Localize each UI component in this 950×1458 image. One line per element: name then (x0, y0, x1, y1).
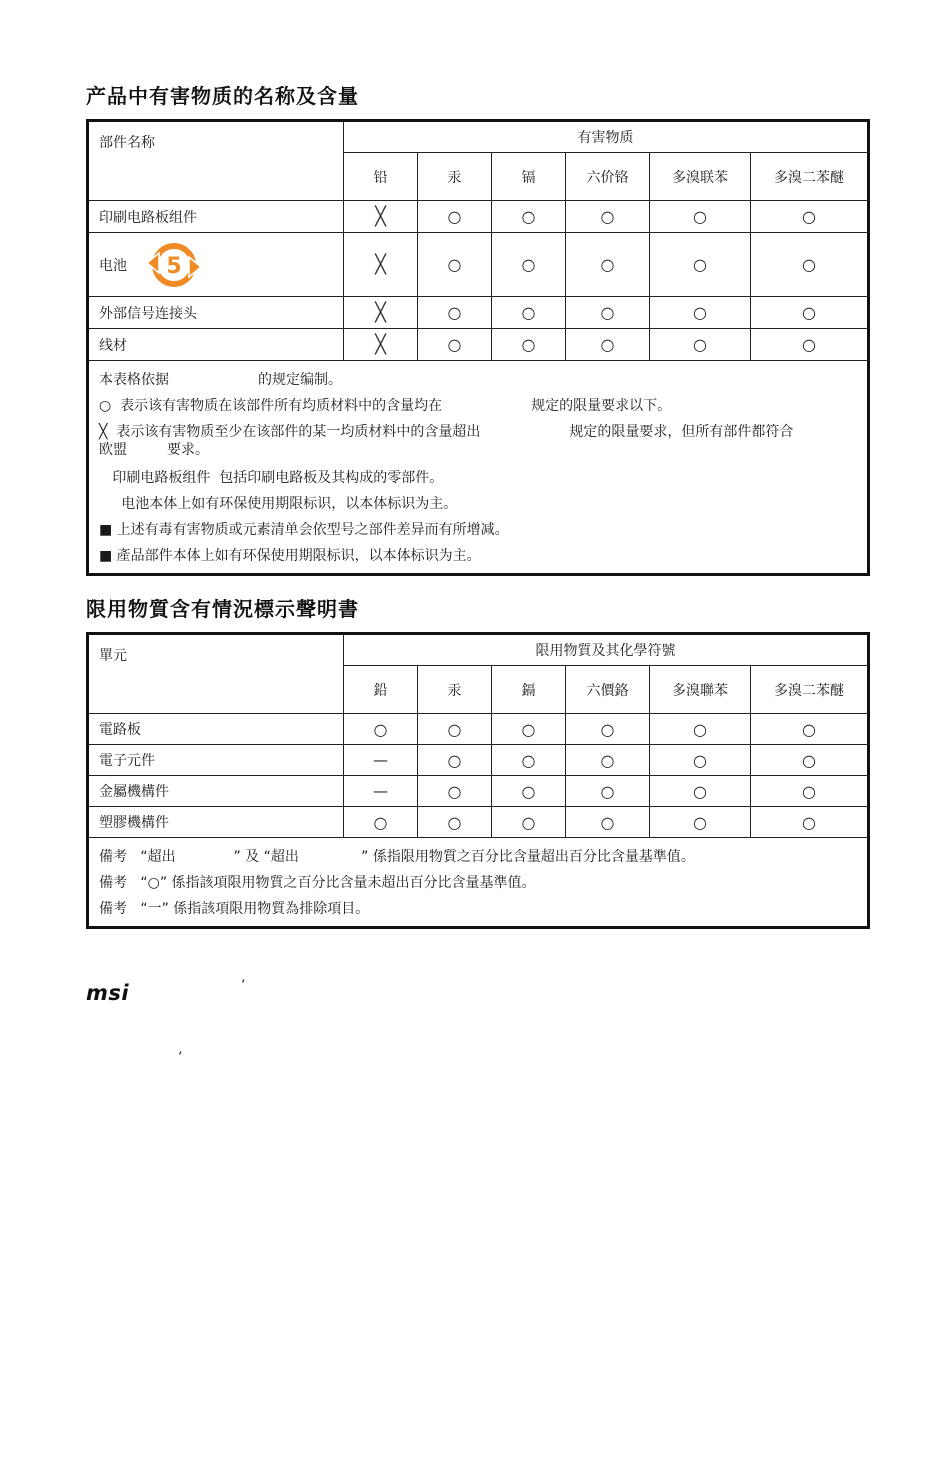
substance-mark: ╳ (344, 329, 418, 361)
substance-mark: ○ (344, 714, 418, 745)
substance-header: 鎘 (492, 666, 566, 714)
substance-header: 多溴二苯醚 (751, 666, 869, 714)
substance-mark: ○ (492, 201, 566, 233)
table-row (88, 714, 869, 745)
section-2-title: 限用物質含有情況標示聲明書 (86, 597, 359, 621)
substance-header: 六價鉻 (566, 666, 650, 714)
substance-mark: ○ (344, 807, 418, 838)
substance-mark: ○ (751, 745, 869, 776)
substance-mark: ○ (566, 329, 650, 361)
substance-mark: ○ (751, 201, 869, 233)
hazardous-substances-header: 有害物质 (344, 121, 869, 153)
substance-mark: ○ (418, 776, 492, 807)
remark-line: 備考 “一” 係指該項限用物質為排除項目。 (99, 901, 370, 917)
substance-header: 六价铬 (566, 153, 650, 201)
part-name-header: 部件名称 (88, 121, 344, 201)
note-line: ╳ 表示该有害物质至少在该部件的某一均质材料中的含量超出 规定的限量要求，但所有部件都符合 欧盟 要求。 (99, 424, 794, 458)
restricted-substances-table (86, 632, 870, 929)
substance-mark: ○ (418, 329, 492, 361)
substance-mark: ○ (492, 807, 566, 838)
unit-name: 電子元件 (88, 745, 344, 776)
substance-mark: — (344, 776, 418, 807)
unit-name: 金屬機構件 (88, 776, 344, 807)
logo-number: 5 (166, 253, 182, 279)
part-name: 线材 (88, 329, 344, 361)
substance-mark: ○ (418, 297, 492, 329)
substance-mark: ○ (751, 329, 869, 361)
table-row (88, 297, 869, 329)
substance-mark: ╳ (344, 201, 418, 233)
unit-header: 單元 (88, 634, 344, 714)
table-row (88, 745, 869, 776)
substance-mark: ○ (650, 776, 751, 807)
table-row (88, 776, 869, 807)
note-line: ■ 上述有毒有害物质或元素清单会依型号之部件差异而有所增减。 (99, 522, 509, 538)
substance-mark: ○ (650, 329, 751, 361)
substance-header: 汞 (418, 666, 492, 714)
substance-mark: ○ (650, 745, 751, 776)
substance-header: 镉 (492, 153, 566, 201)
substance-mark: ○ (650, 297, 751, 329)
substance-mark: ○ (751, 714, 869, 745)
substance-mark: ○ (492, 745, 566, 776)
section-1-title: 产品中有害物质的名称及含量 (86, 84, 359, 108)
remark-line: 備考 “超出 ” 及 “超出 ” 係指限用物質之百分比含量超出百分比含量基準值。 (99, 849, 695, 865)
table-notes (88, 361, 869, 575)
substance-mark: ○ (418, 201, 492, 233)
substance-mark: ○ (566, 714, 650, 745)
unit-name: 電路板 (88, 714, 344, 745)
environment-friendly-use-period-5-logo-icon (145, 239, 203, 291)
part-name: 印刷电路板组件 (88, 201, 344, 233)
substance-mark: ○ (566, 201, 650, 233)
substance-mark: ○ (566, 233, 650, 297)
substance-mark: ○ (751, 807, 869, 838)
substance-mark: ○ (751, 297, 869, 329)
restricted-substances-header: 限用物質及其化學符號 (344, 634, 869, 666)
note-line: 印刷电路板组件 包括印刷电路板及其构成的零部件。 (99, 470, 444, 486)
substance-mark: ○ (418, 807, 492, 838)
substance-mark: ○ (566, 807, 650, 838)
note-line: 电池本体上如有环保使用期限标识，以本体标识为主。 (99, 496, 458, 512)
table-row (88, 807, 869, 838)
substance-mark: ○ (492, 776, 566, 807)
substance-mark: ○ (650, 807, 751, 838)
stray-comma: ’ (178, 1050, 183, 1066)
msi-logo-text: msi (86, 983, 130, 1003)
substance-mark: ○ (492, 329, 566, 361)
table-row (88, 201, 869, 233)
hazardous-substances-table (86, 119, 870, 576)
table-row (88, 233, 869, 297)
substance-header: 多溴联苯 (650, 153, 751, 201)
substance-mark: ○ (650, 714, 751, 745)
substance-mark: ○ (492, 233, 566, 297)
note-line: ○ 表示该有害物质在该部件所有均质材料中的含量均在 规定的限量要求以下。 (99, 398, 672, 414)
substance-mark: ○ (751, 233, 869, 297)
note-line: ■ 產品部件本体上如有环保使用期限标识，以本体标识为主。 (99, 548, 481, 564)
substance-mark: ○ (650, 233, 751, 297)
substance-mark: ○ (418, 233, 492, 297)
substance-mark: ○ (418, 745, 492, 776)
substance-mark: ○ (492, 297, 566, 329)
remark-line: 備考 “○” 係指該項限用物質之百分比含量未超出百分比含量基準值。 (99, 875, 536, 891)
note-line: 本表格依据 的规定编制。 (99, 372, 343, 388)
table-remarks (88, 838, 869, 928)
substance-mark: ╳ (344, 233, 418, 297)
part-name: 外部信号连接头 (88, 297, 344, 329)
unit-name: 塑膠機構件 (88, 807, 344, 838)
substance-mark: ○ (566, 745, 650, 776)
substance-header: 鉛 (344, 666, 418, 714)
substance-header: 铅 (344, 153, 418, 201)
substance-mark: ○ (566, 297, 650, 329)
substance-mark: ○ (418, 714, 492, 745)
substance-header: 多溴聯苯 (650, 666, 751, 714)
substance-mark: ○ (650, 201, 751, 233)
table-row (88, 329, 869, 361)
substance-mark: ○ (492, 714, 566, 745)
substance-mark: ○ (566, 776, 650, 807)
substance-header: 汞 (418, 153, 492, 201)
substance-header: 多溴二苯醚 (751, 153, 869, 201)
msi-logo (86, 983, 144, 1003)
substance-mark: ○ (751, 776, 869, 807)
part-name: 电池 (99, 257, 127, 274)
stray-comma: ’ (241, 978, 246, 994)
substance-mark: — (344, 745, 418, 776)
substance-mark: ╳ (344, 297, 418, 329)
